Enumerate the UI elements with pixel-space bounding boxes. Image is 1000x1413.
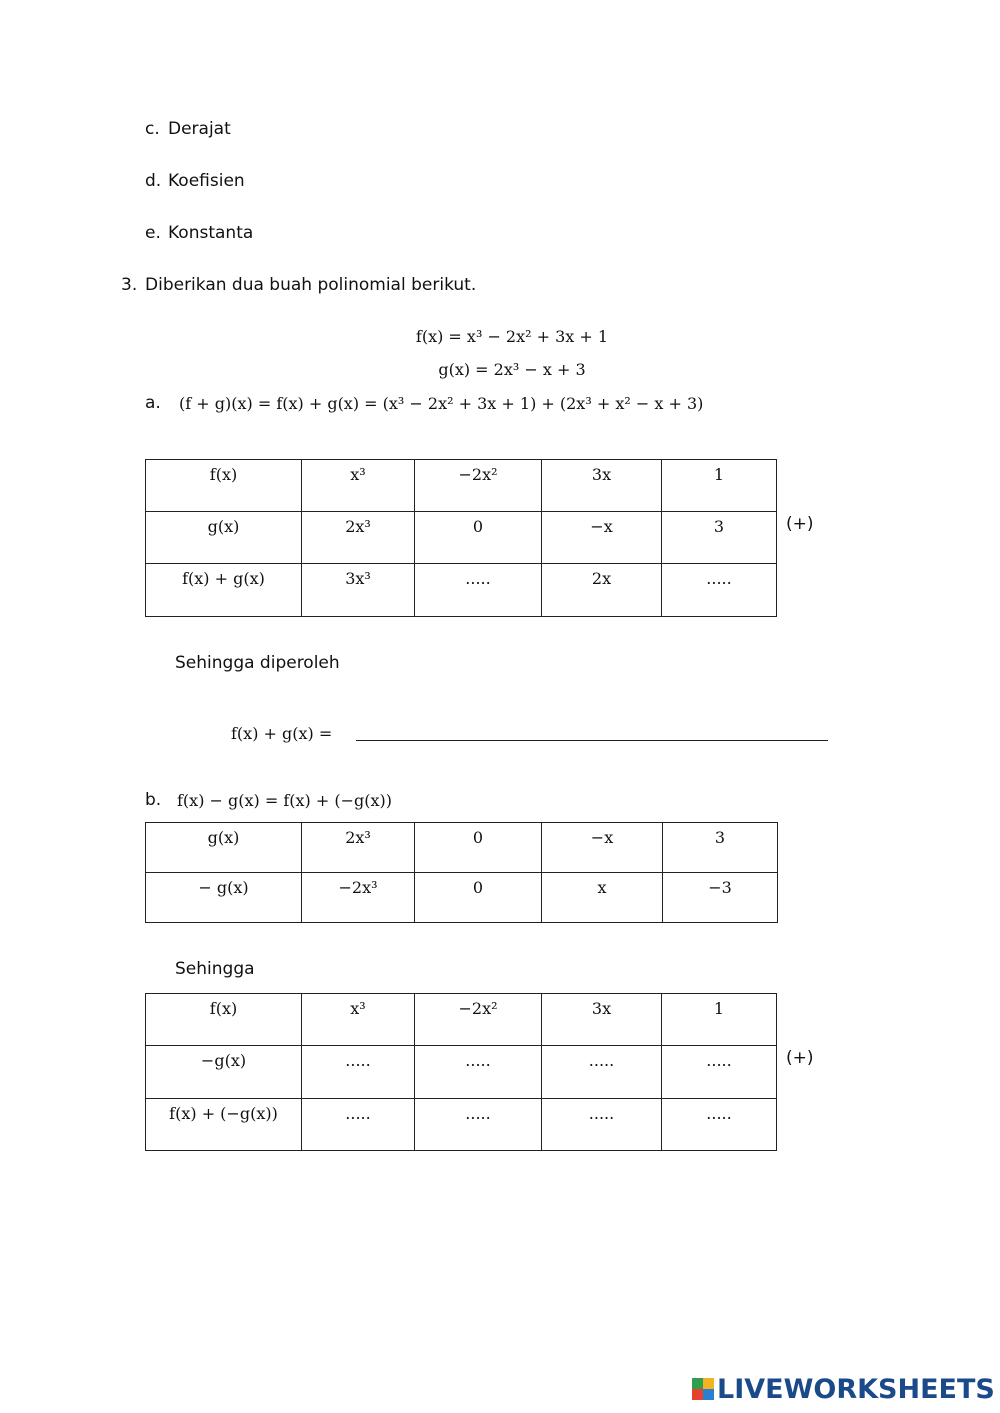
answer-cell[interactable]: ..... — [415, 564, 542, 617]
table-cell: − g(x) — [146, 873, 302, 923]
table-cell: x — [542, 873, 663, 923]
table-row — [146, 564, 777, 617]
table-cell: 2x³ — [302, 512, 415, 564]
table-cell: −2x² — [415, 994, 542, 1046]
table-cell: 0 — [415, 512, 542, 564]
table-cell: −x — [542, 512, 662, 564]
list-marker-d: d. — [145, 171, 162, 191]
table-cell: 3x — [542, 994, 662, 1046]
table-cell: 3x — [542, 460, 662, 512]
table-row — [146, 994, 777, 1046]
table-cell: f(x) + (−g(x)) — [146, 1099, 302, 1151]
answer-cell[interactable]: ..... — [662, 1099, 777, 1151]
list-item-koefisien: Koefisien — [168, 171, 245, 191]
addition-table-b — [145, 993, 777, 1151]
table-row — [146, 873, 778, 923]
part-a-equation: (f + g)(x) = f(x) + g(x) = (x³ − 2x² + 3x + 1) + (2x³ + x² − x + 3) — [179, 394, 704, 413]
brand-name: LIVEWORKSHEETS — [717, 1373, 995, 1405]
table-cell: 1 — [662, 994, 777, 1046]
part-b-equation: f(x) − g(x) = f(x) + (−g(x)) — [177, 791, 392, 810]
list-item-derajat: Derajat — [168, 119, 231, 139]
conclusion-text-a: Sehingga diperoleh — [175, 653, 340, 673]
table-row — [146, 512, 777, 564]
answer-cell[interactable]: ..... — [302, 1046, 415, 1099]
question-number: 3. — [121, 275, 138, 295]
table-row — [146, 460, 777, 512]
table-cell: −3 — [663, 873, 778, 923]
table-cell: g(x) — [146, 512, 302, 564]
answer-blank-a[interactable] — [356, 740, 828, 741]
table-row — [146, 1099, 777, 1151]
table-cell: 2x — [542, 564, 662, 617]
part-b-marker: b. — [145, 790, 162, 810]
polynomial-g-definition: g(x) = 2x³ − x + 3 — [438, 360, 586, 379]
table-cell: 3 — [662, 512, 777, 564]
table-cell: −2x² — [415, 460, 542, 512]
answer-cell[interactable]: ..... — [542, 1099, 662, 1151]
answer-label-a: f(x) + g(x) = — [231, 724, 333, 743]
table-cell: f(x) + g(x) — [146, 564, 302, 617]
table-cell: 2x³ — [302, 823, 415, 873]
answer-cell[interactable]: ..... — [302, 1099, 415, 1151]
table-cell: 0 — [415, 823, 542, 873]
liveworksheets-logo — [692, 1373, 995, 1405]
table-cell: 1 — [662, 460, 777, 512]
question-text: Diberikan dua buah polinomial berikut. — [145, 275, 477, 295]
answer-cell[interactable]: ..... — [415, 1046, 542, 1099]
table-cell: 3 — [663, 823, 778, 873]
table-cell: −g(x) — [146, 1046, 302, 1099]
table-cell: −2x³ — [302, 873, 415, 923]
list-item-konstanta: Konstanta — [168, 223, 254, 243]
plus-sign-a: (+) — [786, 514, 814, 534]
answer-cell[interactable]: ..... — [415, 1099, 542, 1151]
answer-cell[interactable]: ..... — [662, 564, 777, 617]
negation-table-b — [145, 822, 778, 923]
answer-cell[interactable]: ..... — [662, 1046, 777, 1099]
table-cell: 0 — [415, 873, 542, 923]
table-cell: 3x³ — [302, 564, 415, 617]
table-row — [146, 823, 778, 873]
table-cell: f(x) — [146, 994, 302, 1046]
answer-cell[interactable]: ..... — [542, 1046, 662, 1099]
table-cell: x³ — [302, 460, 415, 512]
addition-table-a — [145, 459, 777, 617]
part-a-marker: a. — [145, 393, 161, 413]
list-marker-e: e. — [145, 223, 161, 243]
table-row — [146, 1046, 777, 1099]
liveworksheets-logo-icon — [692, 1378, 714, 1400]
conclusion-text-b: Sehingga — [175, 959, 255, 979]
table-cell: −x — [542, 823, 663, 873]
table-cell: x³ — [302, 994, 415, 1046]
table-cell: f(x) — [146, 460, 302, 512]
table-cell: g(x) — [146, 823, 302, 873]
plus-sign-b: (+) — [786, 1048, 814, 1068]
polynomial-f-definition: f(x) = x³ − 2x² + 3x + 1 — [415, 327, 609, 346]
list-marker-c: c. — [145, 119, 160, 139]
